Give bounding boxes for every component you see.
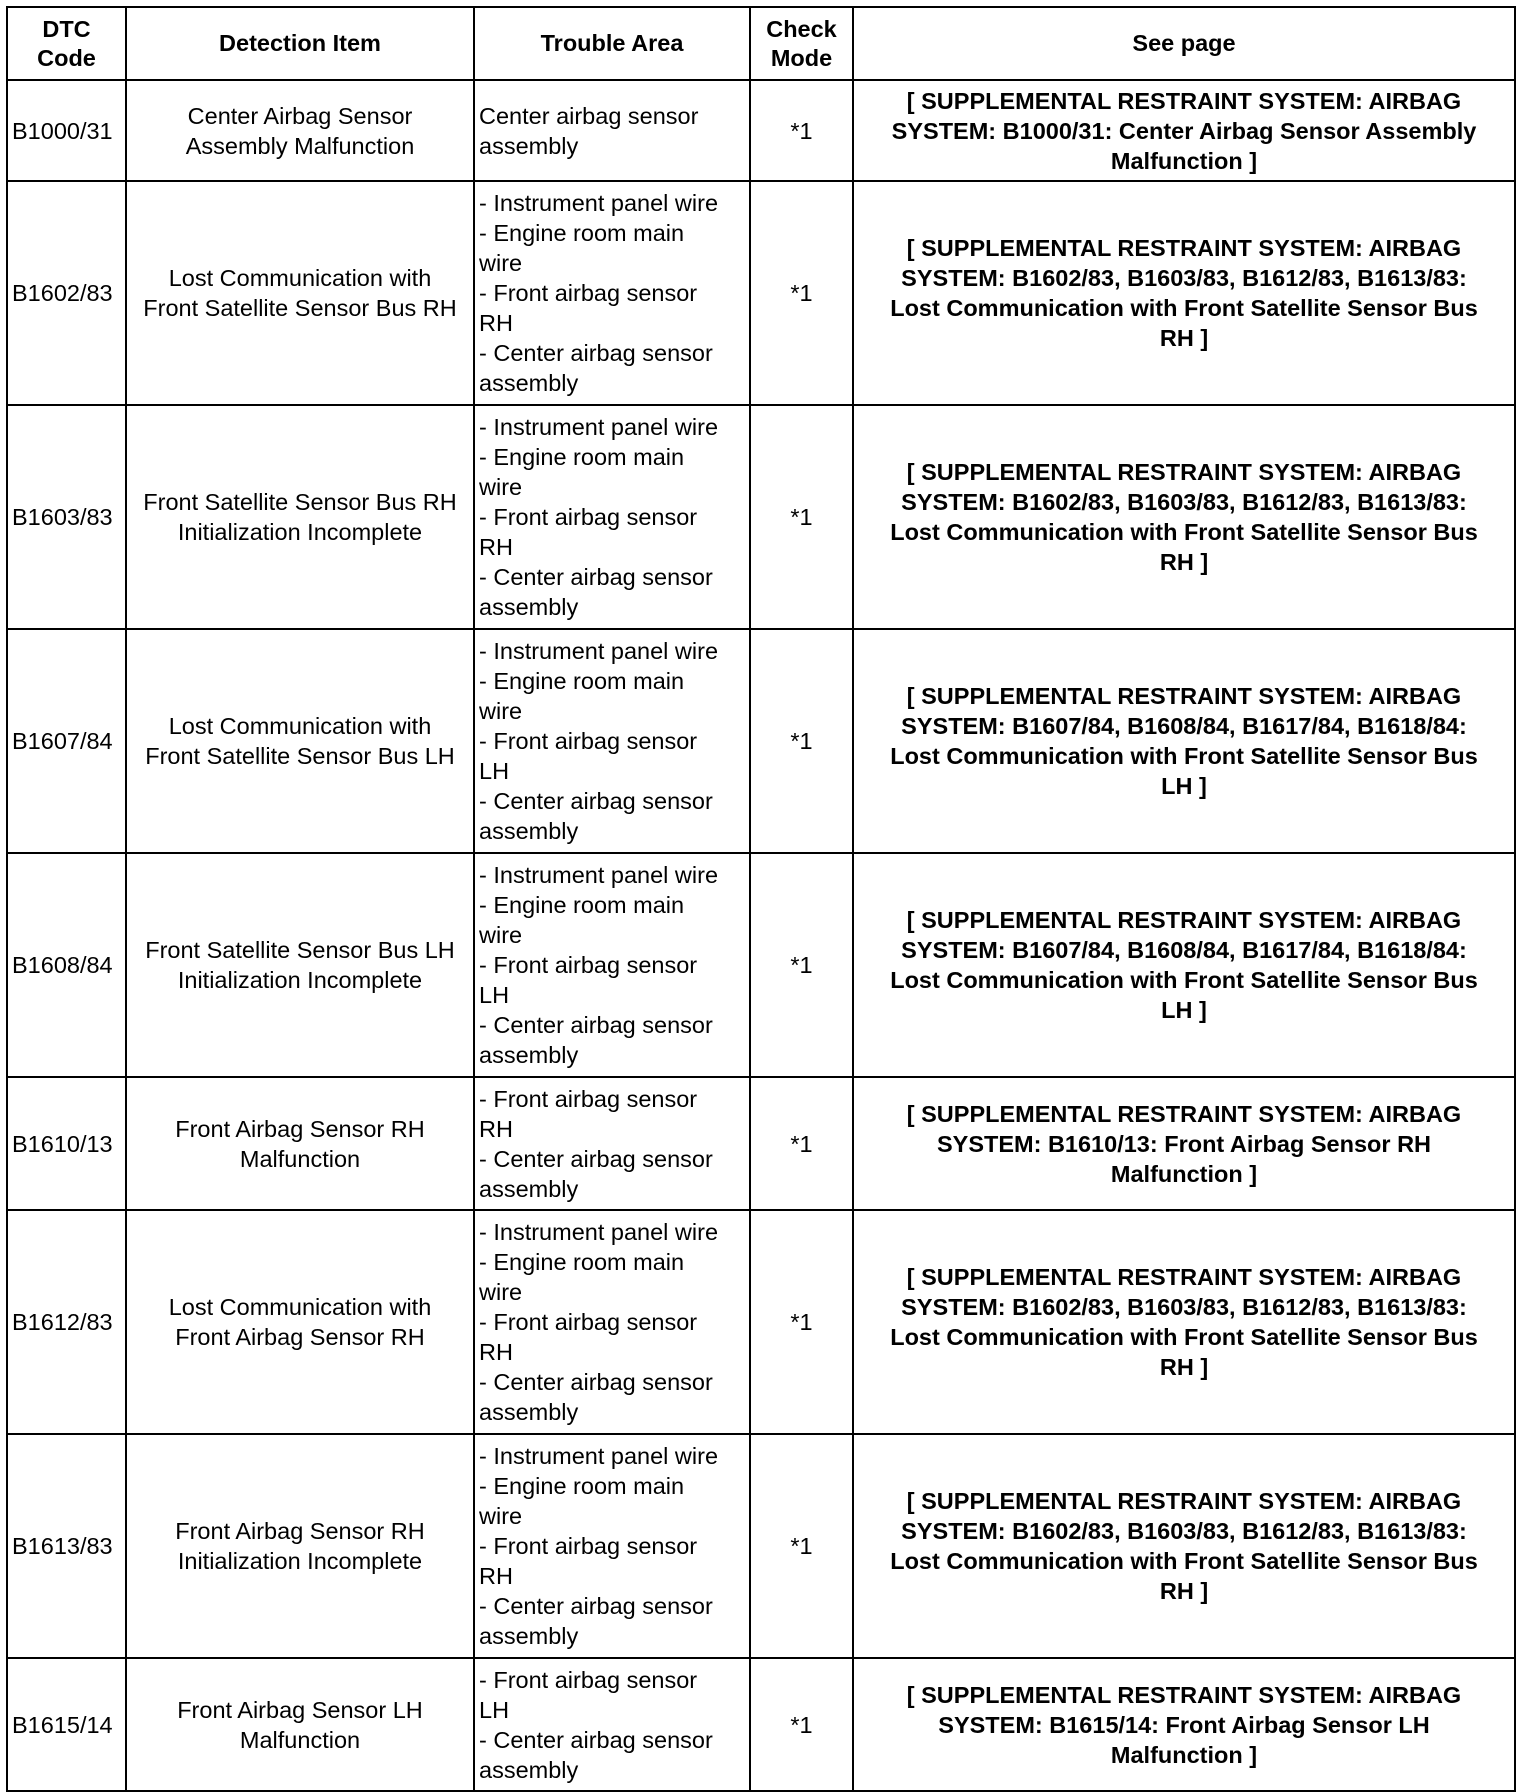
see-page-line[interactable]: [ SUPPLEMENTAL RESTRAINT SYSTEM: AIRBAG xyxy=(906,1100,1462,1127)
table-row xyxy=(7,1434,1515,1658)
trouble-area-cell xyxy=(474,80,750,181)
check-mode: *1 xyxy=(790,1711,813,1738)
dtc-code: B1603/83 xyxy=(12,504,113,530)
trouble-area-line: - Instrument panel wire xyxy=(479,190,719,216)
see-page-line[interactable]: SYSTEM: B1602/83, B1603/83, B1612/83, B1613/83: xyxy=(901,265,1467,291)
detection-item-line: Malfunction xyxy=(239,1726,361,1753)
detection-item-cell xyxy=(126,629,474,853)
see-page-line[interactable]: Malfunction ] xyxy=(1110,147,1258,174)
trouble-area-line: - Instrument panel wire xyxy=(479,1219,719,1245)
table-row xyxy=(7,1658,1515,1791)
detection-item-cell xyxy=(126,80,474,181)
trouble-area-cell xyxy=(474,853,750,1077)
trouble-area-line: - Engine room main xyxy=(479,444,685,470)
check-mode-cell xyxy=(750,1434,853,1658)
detection-item-line: Front Satellite Sensor Bus RH xyxy=(143,489,457,515)
trouble-area-line: - Center airbag sensor xyxy=(479,1726,713,1753)
dtc-code: B1000/31 xyxy=(12,117,113,144)
dtc-code-cell xyxy=(7,405,126,629)
dtc-code: B1613/83 xyxy=(12,1533,113,1559)
check-mode: *1 xyxy=(790,1533,813,1559)
trouble-area-line: - Instrument panel wire xyxy=(479,1443,719,1469)
see-page-line[interactable]: Lost Communication with Front Satellite Sensor Bus xyxy=(890,743,1478,769)
detection-item-line: Initialization Incomplete xyxy=(177,1548,423,1574)
see-page-line[interactable]: SYSTEM: B1607/84, B1608/84, B1617/84, B1618/84: xyxy=(901,937,1467,963)
trouble-area-line: - Center airbag sensor xyxy=(479,788,713,814)
trouble-area-line: LH xyxy=(479,982,510,1008)
trouble-area-line: - Front airbag sensor xyxy=(479,1309,698,1335)
detection-item-line: Initialization Incomplete xyxy=(177,967,423,993)
check-mode: *1 xyxy=(790,280,813,306)
detection-item-line: Initialization Incomplete xyxy=(177,519,423,545)
trouble-area-line: wire xyxy=(479,1503,523,1529)
trouble-area-line: RH xyxy=(479,1339,513,1365)
trouble-area-cell xyxy=(474,181,750,405)
header-trouble-area: Trouble Area xyxy=(474,7,750,80)
check-mode-cell xyxy=(750,853,853,1077)
detection-item-line: Lost Communication with xyxy=(168,1294,432,1320)
table-row xyxy=(7,1210,1515,1434)
detection-item-line: Front Airbag Sensor LH xyxy=(177,1696,423,1723)
trouble-area-line: - Front airbag sensor xyxy=(479,1533,698,1559)
dtc-code: B1615/14 xyxy=(12,1711,113,1738)
dtc-table xyxy=(6,6,1516,1792)
see-page-line[interactable]: RH ] xyxy=(1159,325,1209,351)
trouble-area-line: RH xyxy=(479,1115,513,1142)
trouble-area-line: - Instrument panel wire xyxy=(479,638,719,664)
dtc-code-cell xyxy=(7,181,126,405)
see-page-link[interactable] xyxy=(853,1210,1515,1434)
trouble-area-line: - Center airbag sensor xyxy=(479,1012,713,1038)
table-row xyxy=(7,853,1515,1077)
trouble-area-cell xyxy=(474,1077,750,1210)
check-mode: *1 xyxy=(790,117,813,144)
check-mode-cell xyxy=(750,80,853,181)
detection-item-line: Front Satellite Sensor Bus RH xyxy=(143,295,457,321)
dtc-code-cell xyxy=(7,1658,126,1791)
see-page-line[interactable]: Malfunction ] xyxy=(1110,1741,1258,1768)
see-page-line[interactable]: SYSTEM: B1610/13: Front Airbag Sensor RH xyxy=(936,1130,1432,1157)
header-see-page: See page xyxy=(853,7,1515,80)
check-mode-cell xyxy=(750,1210,853,1434)
see-page-line[interactable]: SYSTEM: B1602/83, B1603/83, B1612/83, B1613/83: xyxy=(901,1518,1467,1544)
detection-item-line: Front Airbag Sensor RH xyxy=(175,1518,425,1544)
trouble-area-line: wire xyxy=(479,474,523,500)
trouble-area-line: - Front airbag sensor xyxy=(479,952,698,978)
see-page-line[interactable]: [ SUPPLEMENTAL RESTRAINT SYSTEM: AIRBAG xyxy=(906,87,1462,114)
see-page-line[interactable]: [ SUPPLEMENTAL RESTRAINT SYSTEM: AIRBAG xyxy=(906,1488,1462,1514)
table-row xyxy=(7,629,1515,853)
check-mode: *1 xyxy=(790,1130,813,1157)
see-page-line[interactable]: SYSTEM: B1602/83, B1603/83, B1612/83, B1613/83: xyxy=(901,489,1467,515)
see-page-line[interactable]: RH ] xyxy=(1159,549,1209,575)
table-header-row xyxy=(7,7,1515,80)
header-check-mode: Check Mode xyxy=(750,7,853,80)
see-page-line[interactable]: [ SUPPLEMENTAL RESTRAINT SYSTEM: AIRBAG xyxy=(906,1681,1462,1708)
see-page-line[interactable]: RH ] xyxy=(1159,1578,1209,1604)
see-page-line[interactable]: [ SUPPLEMENTAL RESTRAINT SYSTEM: AIRBAG xyxy=(906,907,1462,933)
dtc-code-cell xyxy=(7,853,126,1077)
see-page-link[interactable] xyxy=(853,853,1515,1077)
detection-item-cell xyxy=(126,1077,474,1210)
check-mode: *1 xyxy=(790,952,813,978)
detection-item-line: Lost Communication with xyxy=(168,713,432,739)
trouble-area-line: - Instrument panel wire xyxy=(479,414,719,440)
dtc-code: B1610/13 xyxy=(12,1130,113,1157)
table-row xyxy=(7,80,1515,181)
check-mode-cell xyxy=(750,181,853,405)
detection-item-cell xyxy=(126,1434,474,1658)
see-page-line[interactable]: Lost Communication with Front Satellite Sensor Bus xyxy=(890,295,1478,321)
table-row xyxy=(7,181,1515,405)
trouble-area-line: - Front airbag sensor xyxy=(479,1666,698,1693)
check-mode-cell xyxy=(750,629,853,853)
table-body xyxy=(7,80,1515,1791)
detection-item-cell xyxy=(126,181,474,405)
trouble-area-line: - Engine room main xyxy=(479,220,685,246)
detection-item-line: Front Satellite Sensor Bus LH xyxy=(145,937,455,963)
trouble-area-line: assembly xyxy=(479,1175,579,1202)
trouble-area-line: RH xyxy=(479,534,513,560)
trouble-area-line: - Front airbag sensor xyxy=(479,1085,698,1112)
trouble-area-line: assembly xyxy=(479,594,579,620)
trouble-area-line: RH xyxy=(479,1563,513,1589)
header-detection-item: Detection Item xyxy=(126,7,474,80)
trouble-area-line: - Instrument panel wire xyxy=(479,862,719,888)
see-page-link[interactable] xyxy=(853,1658,1515,1791)
trouble-area-line: - Center airbag sensor xyxy=(479,1593,713,1619)
detection-item-cell xyxy=(126,1210,474,1434)
see-page-line[interactable]: SYSTEM: B1607/84, B1608/84, B1617/84, B1618/84: xyxy=(901,713,1467,739)
detection-item-line: Front Airbag Sensor RH xyxy=(175,1115,425,1142)
header-dtc-code: DTC Code xyxy=(7,7,126,80)
dtc-code: B1612/83 xyxy=(12,1309,113,1335)
trouble-area-cell xyxy=(474,405,750,629)
trouble-area-line: LH xyxy=(479,1696,510,1723)
dtc-code-cell xyxy=(7,1210,126,1434)
trouble-area-line: RH xyxy=(479,310,513,336)
trouble-area-line: assembly xyxy=(479,1623,579,1649)
trouble-area-line: assembly xyxy=(479,818,579,844)
detection-item-line: Center Airbag Sensor xyxy=(187,102,413,129)
dtc-code-cell xyxy=(7,1434,126,1658)
see-page-link[interactable] xyxy=(853,80,1515,181)
trouble-area-line: Center airbag sensor xyxy=(479,102,699,129)
trouble-area-line: - Engine room main xyxy=(479,1249,685,1275)
check-mode-cell xyxy=(750,405,853,629)
table-row xyxy=(7,405,1515,629)
trouble-area-line: assembly xyxy=(479,1756,579,1783)
see-page-link[interactable] xyxy=(853,1434,1515,1658)
see-page-link[interactable] xyxy=(853,629,1515,853)
check-mode: *1 xyxy=(790,728,813,754)
dtc-code: B1607/84 xyxy=(12,728,113,754)
detection-item-cell xyxy=(126,1658,474,1791)
dtc-table-container xyxy=(6,6,1514,1792)
trouble-area-line: wire xyxy=(479,1279,523,1305)
trouble-area-line: assembly xyxy=(479,370,579,396)
trouble-area-line: - Center airbag sensor xyxy=(479,564,713,590)
trouble-area-line: - Engine room main xyxy=(479,668,685,694)
dtc-code-cell xyxy=(7,1077,126,1210)
dtc-code-cell xyxy=(7,80,126,181)
trouble-area-line: LH xyxy=(479,758,510,784)
see-page-link[interactable] xyxy=(853,1077,1515,1210)
trouble-area-line: - Center airbag sensor xyxy=(479,1145,713,1172)
see-page-link[interactable] xyxy=(853,181,1515,405)
trouble-area-cell xyxy=(474,1434,750,1658)
check-mode: *1 xyxy=(790,504,813,530)
see-page-link[interactable] xyxy=(853,405,1515,629)
trouble-area-cell xyxy=(474,629,750,853)
detection-item-line: Assembly Malfunction xyxy=(185,132,415,159)
see-page-line[interactable]: [ SUPPLEMENTAL RESTRAINT SYSTEM: AIRBAG xyxy=(906,235,1462,261)
trouble-area-line: - Front airbag sensor xyxy=(479,504,698,530)
dtc-code: B1608/84 xyxy=(12,952,113,978)
see-page-line[interactable]: Malfunction ] xyxy=(1110,1160,1258,1187)
trouble-area-cell xyxy=(474,1210,750,1434)
see-page-line[interactable]: [ SUPPLEMENTAL RESTRAINT SYSTEM: AIRBAG xyxy=(906,1264,1462,1290)
see-page-line[interactable]: LH ] xyxy=(1161,997,1207,1023)
check-mode: *1 xyxy=(790,1309,813,1335)
check-mode-cell xyxy=(750,1077,853,1210)
dtc-code-cell xyxy=(7,629,126,853)
table-row xyxy=(7,1077,1515,1210)
trouble-area-line: assembly xyxy=(479,1399,579,1425)
see-page-line[interactable]: Lost Communication with Front Satellite Sensor Bus xyxy=(890,967,1478,993)
see-page-line[interactable]: Lost Communication with Front Satellite Sensor Bus xyxy=(890,1548,1478,1574)
see-page-line[interactable]: [ SUPPLEMENTAL RESTRAINT SYSTEM: AIRBAG xyxy=(906,683,1462,709)
trouble-area-line: assembly xyxy=(479,1042,579,1068)
see-page-line[interactable]: SYSTEM: B1615/14: Front Airbag Sensor LH xyxy=(938,1711,1430,1738)
trouble-area-cell xyxy=(474,1658,750,1791)
trouble-area-line: - Engine room main xyxy=(479,1473,685,1499)
check-mode-cell xyxy=(750,1658,853,1791)
see-page-line[interactable]: SYSTEM: B1000/31: Center Airbag Sensor Assembly xyxy=(891,117,1477,144)
detection-item-line: Malfunction xyxy=(239,1145,361,1172)
trouble-area-line: - Front airbag sensor xyxy=(479,728,698,754)
trouble-area-line: assembly xyxy=(479,132,579,159)
detection-item-line: Lost Communication with xyxy=(168,265,432,291)
see-page-line[interactable]: Lost Communication with Front Satellite Sensor Bus xyxy=(890,1324,1478,1350)
see-page-line[interactable]: LH ] xyxy=(1161,773,1207,799)
detection-item-cell xyxy=(126,405,474,629)
dtc-code: B1602/83 xyxy=(12,280,113,306)
trouble-area-line: wire xyxy=(479,250,523,276)
see-page-line[interactable]: Lost Communication with Front Satellite Sensor Bus xyxy=(890,519,1478,545)
trouble-area-line: - Front airbag sensor xyxy=(479,280,698,306)
see-page-line[interactable]: SYSTEM: B1602/83, B1603/83, B1612/83, B1613/83: xyxy=(901,1294,1467,1320)
see-page-line[interactable]: RH ] xyxy=(1159,1354,1209,1380)
trouble-area-line: - Engine room main xyxy=(479,892,685,918)
trouble-area-line: - Center airbag sensor xyxy=(479,340,713,366)
detection-item-line: Front Satellite Sensor Bus LH xyxy=(145,743,455,769)
trouble-area-line: - Center airbag sensor xyxy=(479,1369,713,1395)
detection-item-line: Front Airbag Sensor RH xyxy=(175,1324,425,1350)
see-page-line[interactable]: [ SUPPLEMENTAL RESTRAINT SYSTEM: AIRBAG xyxy=(906,459,1462,485)
trouble-area-line: wire xyxy=(479,698,523,724)
detection-item-cell xyxy=(126,853,474,1077)
trouble-area-line: wire xyxy=(479,922,523,948)
